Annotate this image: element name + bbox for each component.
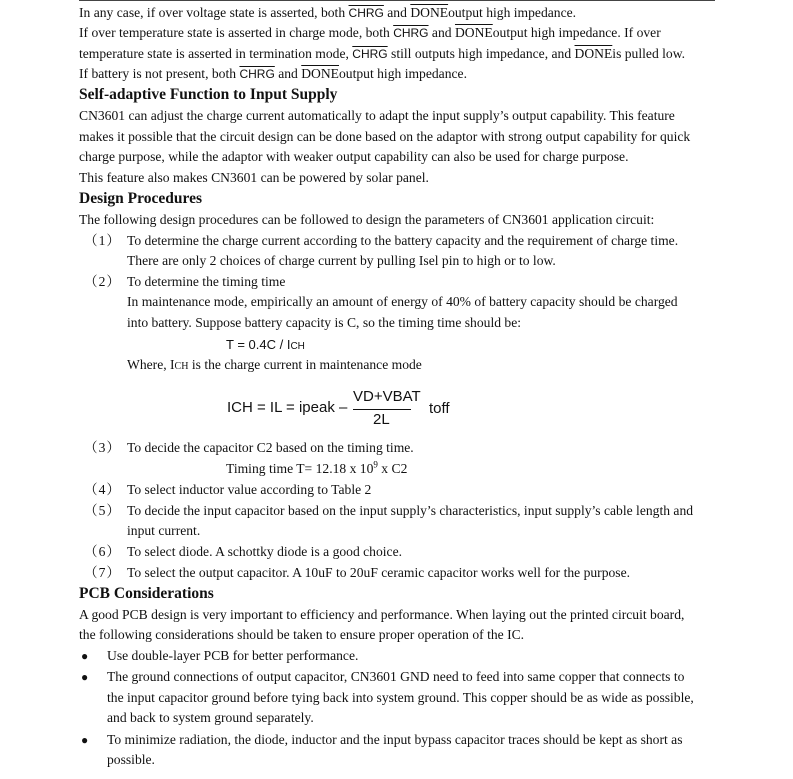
paragraph-line: A good PCB design is very important to efficiency and performance. When laying out the printed circuit board,: [79, 607, 685, 622]
step-text: To decide the capacitor C2 based on the timing time.: [127, 440, 414, 455]
text: If battery is not present, both: [79, 66, 240, 81]
section-heading-self-adaptive: Self-adaptive Function to Input Supply: [79, 86, 338, 103]
formula-numerator: VD+VBAT: [353, 388, 421, 405]
text: temperature state is asserted in termination mode,: [79, 46, 353, 61]
paragraph-line: charge purpose, while the adaptor with weaker output capability can also be used for charge purpose.: [79, 149, 629, 164]
chrg-signal: CHRG: [239, 67, 275, 81]
step-text: To determine the charge current according to the battery capacity and the requirement of charge time.: [127, 233, 679, 248]
text: In any case, if over voltage state is asserted, both: [79, 5, 349, 20]
formula-denominator: 2L: [373, 411, 390, 428]
subscript: CH: [174, 361, 189, 372]
bullet-text: To minimize radiation, the diode, inductor and the input bypass capacitor traces should be kept as short as: [107, 732, 683, 747]
current-formula: [227, 388, 467, 430]
text: output high impedance. If over: [492, 25, 661, 40]
step-number: （7）: [84, 565, 121, 580]
status-line-3: [79, 45, 685, 63]
step-number: （1）: [84, 233, 121, 248]
eq-subscript: CH: [290, 341, 305, 352]
bullet-text: and back to system ground separately.: [107, 710, 314, 725]
step-text: To select the output capacitor. A 10uF to 20uF ceramic capacitor works well for the purpose.: [127, 565, 631, 580]
step-text: In maintenance mode, empirically an amount of energy of 40% of battery capacity should be charged: [127, 294, 678, 309]
step-text: To select inductor value according to Table 2: [127, 482, 372, 497]
done-signal: DONE: [454, 25, 493, 40]
text: Where, I: [127, 357, 175, 372]
paragraph-line: The following design procedures can be followed to design the parameters of CN3601 application circuit:: [79, 212, 655, 227]
text: is the charge current in maintenance mode: [188, 357, 422, 372]
formula-lhs: ICH = IL = ipeak –: [227, 399, 348, 416]
paragraph-line: CN3601 can adjust the charge current automatically to adapt the input supply’s output capability. This feature: [79, 108, 675, 123]
section-heading-design: Design Procedures: [79, 190, 202, 207]
where-line: [127, 356, 422, 376]
step-text: into battery. Suppose battery capacity is C, so the timing time should be:: [127, 315, 522, 330]
paragraph-line: makes it possible that the circuit design can be done based on the adaptor with strong output capability for quick: [79, 129, 691, 144]
section-heading-pcb: PCB Considerations: [79, 585, 214, 602]
step-text: To select diode. A schottky diode is a good choice.: [127, 544, 403, 559]
chrg-signal: CHRG: [393, 26, 429, 40]
eq-text: T = 0.4C / I: [226, 337, 291, 352]
equation-timing: [226, 336, 305, 356]
formula-toff: toff: [429, 400, 450, 417]
text: output high impedance.: [339, 66, 467, 81]
bullet-text: the input capacitor ground before tying back into system ground. This copper should be as wide as possible,: [107, 690, 694, 705]
bullet-icon: ●: [81, 649, 89, 663]
paragraph-line: the following considerations should be taken to ensure proper operation of the IC.: [79, 627, 525, 642]
eq-text: x C2: [377, 461, 408, 476]
bullet-text: possible.: [107, 752, 155, 767]
step-text: input current.: [127, 523, 201, 538]
done-signal: DONE: [410, 5, 449, 20]
top-rule: [79, 0, 715, 1]
fraction-bar: [353, 409, 411, 410]
chrg-signal: CHRG: [348, 6, 384, 20]
text: output high impedance.: [448, 5, 577, 20]
done-signal: DONE: [574, 46, 613, 61]
step-text: To decide the input capacitor based on the input supply’s characteristics, input supply’s cable length and: [127, 503, 694, 518]
bullet-text: Use double-layer PCB for better performance.: [107, 648, 359, 663]
chrg-signal: CHRG: [352, 47, 388, 61]
text: If over temperature state is asserted in charge mode, both: [79, 25, 394, 40]
done-signal: DONE: [301, 66, 339, 81]
text: and: [428, 25, 455, 40]
step-number: （5）: [84, 503, 121, 518]
equation-c2: [226, 460, 407, 478]
eq-superscript: 9: [373, 459, 378, 470]
step-number: （3）: [84, 440, 121, 455]
eq-text: Timing time T= 12.18 x 10: [226, 461, 374, 476]
bullet-icon: ●: [81, 733, 89, 747]
step-number: （4）: [84, 482, 121, 497]
step-text: To determine the timing time: [127, 274, 286, 289]
bullet-icon: ●: [81, 670, 89, 684]
step-number: （2）: [84, 274, 121, 289]
status-line-2: [79, 24, 661, 42]
status-line-4: [79, 65, 467, 83]
text: is pulled low.: [612, 46, 686, 61]
text: and: [383, 5, 411, 20]
text: still outputs high impedance, and: [387, 46, 575, 61]
step-number: （6）: [84, 544, 121, 559]
step-text: There are only 2 choices of charge current by pulling Isel pin to high or to low.: [127, 253, 556, 268]
bullet-text: The ground connections of output capacitor, CN3601 GND need to feed into same copper that connects to: [107, 669, 685, 684]
text: and: [274, 66, 302, 81]
status-line-1: [79, 4, 576, 22]
paragraph-line: This feature also makes CN3601 can be powered by solar panel.: [79, 170, 429, 185]
